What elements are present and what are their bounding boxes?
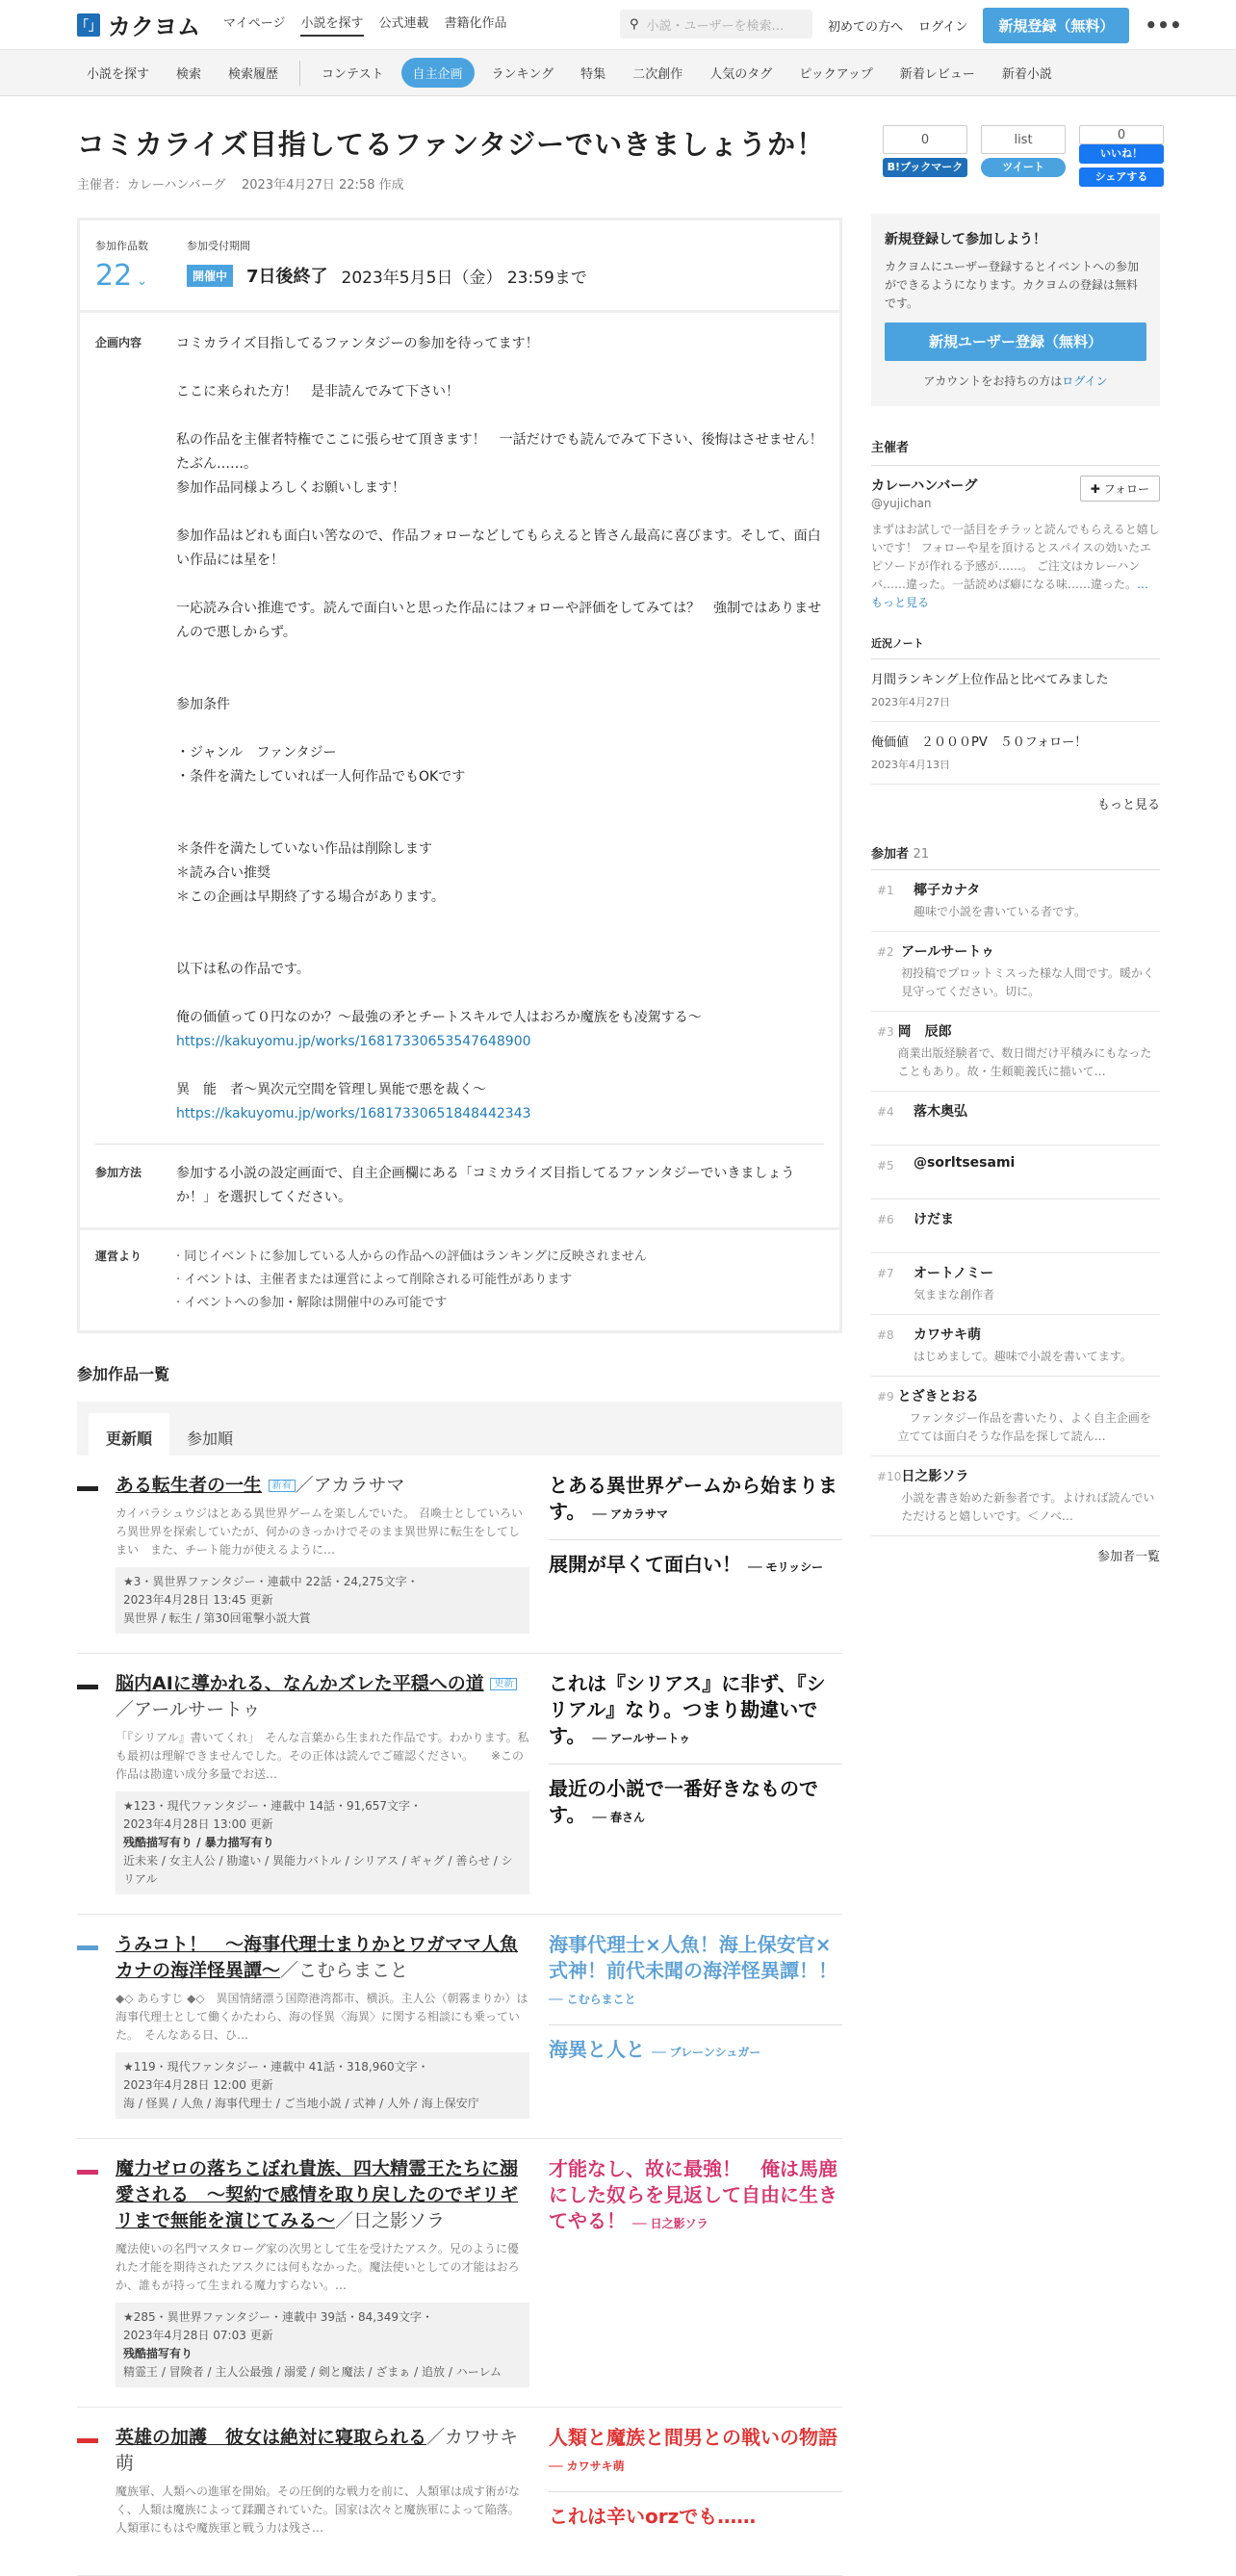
work-item xyxy=(77,2408,842,2576)
count-label: 参加作品数 xyxy=(95,240,148,252)
work-info xyxy=(116,1791,529,1894)
participant-desc: 気ままな創作者 xyxy=(914,1288,995,1301)
description-line xyxy=(176,669,824,693)
review-author: ── 日之影ソラ xyxy=(631,2217,708,2230)
work-info xyxy=(116,2303,529,2387)
deadline-text: 2023年5月5日（金） 23:59まで xyxy=(341,268,587,288)
description-line xyxy=(176,934,824,958)
follow-button[interactable]: ✚ フォロー xyxy=(1080,476,1160,502)
work-reviews xyxy=(549,1473,842,1634)
participant-name[interactable]: けだま xyxy=(914,1212,954,1227)
ops-item: · イベントは、主催者または運営によって削除される可能性があります xyxy=(176,1273,573,1287)
first-time-link[interactable]: 初めての方へ xyxy=(828,19,904,35)
description-line: 私の作品を主催者特権でここに張らせて頂きます！ 一話だけでも読んでみて下さい、後悔はさせません！ たぶん……。 xyxy=(176,432,837,472)
header xyxy=(0,0,1236,50)
work-item xyxy=(77,1654,842,1915)
description-line xyxy=(176,501,824,525)
review-item[interactable]: 才能なし、故に最強！ 俺は馬鹿にした奴らを見返して自由に生きてやる！ ── 日之影ソラ xyxy=(549,2157,837,2232)
description-line: 参加条件 xyxy=(176,697,230,712)
description-line: 以下は私の作品です。 xyxy=(176,962,310,977)
login-link[interactable]: ログイン xyxy=(918,19,968,35)
status-badge: 開催中 xyxy=(187,265,233,287)
participant-desc: はじめまして。趣味で小説を書いてます。 xyxy=(914,1350,1132,1363)
works-tabs xyxy=(77,1402,842,1455)
review-item[interactable]: とある異世界ゲームから始まります。 ── アカラサマ xyxy=(549,1473,842,1540)
method-label: 参加方法 xyxy=(95,1166,142,1179)
description-line: コミカライズ目指してるファンタジーの参加を待ってます！ xyxy=(176,336,539,351)
nav-mypage[interactable]: マイページ xyxy=(223,16,286,31)
description-line: ここに来られた方！ 是非読んでみて下さい！ xyxy=(176,384,459,399)
work-title[interactable]: ある転生者の一生 xyxy=(116,1475,263,1496)
header-nav xyxy=(223,13,507,37)
subnav-fanfic[interactable]: 二次創作 xyxy=(632,67,683,82)
review-author: ── アールサートゥ xyxy=(592,1732,691,1745)
participant-name[interactable]: 椰子カナタ xyxy=(914,883,981,898)
participant-name[interactable]: 落木奥弘 xyxy=(914,1104,967,1120)
work-info-line: 2023年4月28日 07:03 更新 xyxy=(123,2329,273,2342)
content-label: 企画内容 xyxy=(95,336,142,349)
sub-nav xyxy=(0,50,1236,96)
ops-item: · イベントへの参加・解除は開催中のみ可能です xyxy=(176,1296,448,1310)
participant-item[interactable] xyxy=(871,1012,1160,1092)
subnav-new[interactable]: 新着小説 xyxy=(1001,67,1052,82)
participant-desc: 小説を書き始めた新参者です。よければ読んでいただけると嬉しいです。＜ノベ… xyxy=(901,1491,1155,1523)
subnav-reviews[interactable]: 新着レビュー xyxy=(899,67,975,82)
host-block xyxy=(871,465,1160,612)
work-reviews xyxy=(549,1671,842,1894)
subnav-divider xyxy=(299,61,300,86)
review-item[interactable]: 人類と魔族と間男との戦いの物語 ── カワサキ萌 xyxy=(549,2425,842,2492)
work-info-line: 精霊王 / 冒険者 / 主人公最強 / 溺愛 / 剣と魔法 / ざまぁ / 追放 / ハーレム xyxy=(123,2365,502,2379)
work-link-1[interactable]: https://kakuyomu.jp/works/16817330653547648900 xyxy=(176,1034,531,1049)
join-panel xyxy=(871,214,1160,406)
participant-name[interactable]: @sorltsesami xyxy=(914,1155,1016,1171)
work-info-line: ★285・異世界ファンタジー・連載中 39話・84,349文字・ xyxy=(123,2310,434,2324)
chevron-down-icon: ⌄ xyxy=(132,273,148,289)
work-reviews xyxy=(549,1932,842,2119)
fb-count: 0 xyxy=(1079,125,1164,144)
add-user-icon: ✚ xyxy=(1090,482,1100,496)
work-reviews xyxy=(549,2425,842,2556)
header-right xyxy=(828,0,1182,50)
sidebar-login-link[interactable]: ログイン xyxy=(1062,374,1108,388)
search-placeholder: 小説・ユーザーを検索… xyxy=(646,18,785,34)
work-tag-badge: 更新 xyxy=(490,1678,517,1690)
notes-more-link[interactable]: もっと見る xyxy=(1096,798,1160,812)
ops-notice xyxy=(80,1227,839,1330)
nav-official[interactable]: 公式連載 xyxy=(378,16,429,31)
participants-more-link[interactable]: 参加者一覧 xyxy=(1096,1550,1160,1564)
description-line xyxy=(176,356,824,380)
participant-item[interactable] xyxy=(871,932,1160,1012)
work-author[interactable]: ／アカラサマ xyxy=(295,1475,405,1496)
subnav-contest[interactable]: コンテスト xyxy=(322,67,384,82)
description-line xyxy=(176,910,824,934)
event-stats xyxy=(80,220,839,313)
nav-books[interactable]: 書籍化作品 xyxy=(444,16,507,31)
description-line: ＊読み合い推奨 xyxy=(176,865,270,881)
participant-rank: #2 xyxy=(877,945,894,959)
work-summary: カイバラシュウジはとある異世界ゲームを楽しんでいた。 召喚士としていろいろ異世界を探索していたが、何かのきっかけでそのまま異世界に転生をしてしまい また、チート能力が使えるように… xyxy=(116,1507,523,1557)
description-line xyxy=(176,789,824,813)
join-text: カクヨムにユーザー登録するとイベントへの参加ができるようになります。カクヨムの登録は無料です。 xyxy=(885,260,1140,310)
tab-joined[interactable]: 参加順 xyxy=(187,1430,234,1448)
work-summary: 「『シリアル』書いてくれ」 そんな言葉から生まれた作品です。わかります。私も最初は理解できませんでした。その正体は読んでご確認ください。 ※この作品は勘違い成分多量でお送… xyxy=(116,1731,529,1781)
participant-name[interactable]: アールサートゥ xyxy=(901,944,995,960)
sidebar xyxy=(871,96,1160,1574)
participant-rank: #4 xyxy=(877,1105,894,1119)
has-account-text: アカウントをお持ちの方は xyxy=(923,374,1063,388)
participants-heading: 参加者 21 xyxy=(871,847,930,862)
work-summary: ◆◇ あらすじ ◆◇ 異国情緒漂う国際港湾都市、横浜。主人公（朝霧まりか）は海事代理士として働くかたわら、海の怪異〈海異〉に関する相談にも乗っていた。 そんなある日、ひ… xyxy=(116,1992,528,2042)
remain-text: 7日後終了 xyxy=(246,267,328,287)
work-info-line: 2023年4月28日 13:45 更新 xyxy=(123,1593,273,1607)
review-item[interactable]: 最近の小説で一番好きなものです。 ── 春さん xyxy=(549,1777,818,1826)
host-heading: 主催者 xyxy=(871,441,910,455)
review-item[interactable]: これは辛いorzでも…… xyxy=(549,2505,757,2528)
work-info-line: ★3・異世界ファンタジー・連載中 22話・24,275文字・ xyxy=(123,1575,419,1588)
subnav-history[interactable]: 検索履歴 xyxy=(228,67,279,82)
participant-rank: #6 xyxy=(877,1213,894,1226)
participant-item[interactable] xyxy=(871,1146,1160,1199)
work-author[interactable]: ／日之影ソラ xyxy=(335,2210,446,2231)
work-info-line: ★119・現代ファンタジー・連載中 41話・318,960文字・ xyxy=(123,2060,429,2074)
work-info-line: 2023年4月28日 13:00 更新 xyxy=(123,1817,273,1831)
work-title-2: 異 能 者〜異次元空間を管理し異能で悪を裁く〜 xyxy=(176,1082,486,1097)
review-item[interactable]: 展開が早くて面白い！ ── モリッシー xyxy=(549,1553,824,1576)
participant-name[interactable]: オートノミー xyxy=(914,1266,994,1281)
participant-item[interactable] xyxy=(871,1377,1160,1456)
review-item[interactable]: 海事代理士×人魚！海上保安官×式神！前代未聞の海洋怪異譚！！ ── こむらまこと xyxy=(549,1932,842,2025)
participant-name[interactable]: カワサキ萌 xyxy=(914,1327,981,1343)
logo-text: カクヨム xyxy=(108,13,200,40)
participant-item[interactable] xyxy=(871,1253,1160,1315)
work-info-line: 近未来 / 女主人公 / 勘違い / 異能力バトル / シリアス / ギャグ / 善らせ / シリアル xyxy=(123,1854,513,1886)
ops-item: · 同じイベントに参加している人からの作品への評価はランキングに反映されません xyxy=(176,1249,647,1264)
nav-find-novels[interactable]: 小説を探す xyxy=(300,13,363,37)
count-value[interactable] xyxy=(95,259,148,293)
participants-list xyxy=(871,869,1160,1536)
genre-marker xyxy=(77,1945,98,1950)
participant-item[interactable] xyxy=(871,1315,1160,1377)
description-line: 参加作品はどれも面白い筈なので、作品フォローなどしてもらえると皆さん最高に喜びます。そして、面白い作品には星を！ xyxy=(176,528,821,568)
fb-like-button[interactable]: いいね！ xyxy=(1079,144,1164,164)
subnav-search[interactable]: 検索 xyxy=(176,67,202,82)
note-item[interactable]: 月間ランキング上位作品と比べてみました 2023年4月27日 xyxy=(871,659,1160,722)
description-line xyxy=(176,813,824,837)
genre-marker xyxy=(77,2170,98,2175)
subnav-user-events[interactable]: 自主企画 xyxy=(401,58,475,88)
participant-desc: 趣味で小説を書いている者です。 xyxy=(914,905,1087,918)
method-text: 参加する小説の設定画面で、自主企画欄にある「コミカライズ目指してるファンタジーでいきましょうか！」を選択してください。 xyxy=(176,1166,795,1205)
participant-name[interactable]: とざきとおる xyxy=(897,1389,979,1404)
work-info-line: ★123・現代ファンタジー・連載中 14話・91,657文字・ xyxy=(123,1799,423,1813)
work-info-line: 2023年4月28日 12:00 更新 xyxy=(123,2078,273,2092)
work-title[interactable]: 脳内AIに導かれる、なんかズレた平穏への道 xyxy=(116,1673,484,1694)
period-label: 参加受付期間 xyxy=(187,240,250,252)
participant-item[interactable] xyxy=(871,1092,1160,1146)
more-icon[interactable]: ••• xyxy=(1145,13,1182,37)
main-column xyxy=(77,96,842,2576)
genre-marker xyxy=(77,1685,98,1689)
join-method xyxy=(95,1144,824,1227)
work-author[interactable]: ／アールサートゥ xyxy=(116,1699,261,1720)
description-line xyxy=(176,982,824,1006)
note-item[interactable]: 俺価値 ２０００PV ５０フォロー！ 2023年4月13日 xyxy=(871,722,1160,785)
review-item[interactable]: 海異と人と ── ブレーンシュガー xyxy=(549,2038,761,2061)
work-info-line: 異世界 / 転生 / 第30回電撃小説大賞 xyxy=(123,1611,311,1625)
page-title: コミカライズ目指してるファンタジーでいきましょうか！ xyxy=(77,128,826,161)
review-author: ── モリッシー xyxy=(747,1560,824,1574)
subnav-tags[interactable]: 人気のタグ xyxy=(709,67,773,82)
description-line: ・ジャンル ファンタジー xyxy=(176,745,337,760)
work-summary: 魔族軍、人類への進軍を開始。その圧倒的な戦力を前に、人類軍は成す術がなく、人類は魔族によって蹂躙されていた。国家は次々と魔族軍によって陥落。人類軍にもはや魔族軍と戦う力は残さ… xyxy=(116,2485,521,2535)
description-line: 一応読み合い推進です。読んで面白いと思った作品にはフォローや評価をしてみては？ 強制ではありませんので悪しからず。 xyxy=(176,601,822,640)
description-line: 参加作品同様よろしくお願いします！ xyxy=(176,480,405,496)
join-title: 新規登録して参加しよう！ xyxy=(885,232,1046,247)
work-title[interactable]: うみコト！ 〜海事代理士まりかとワガママ人魚カナの海洋怪異譚〜 xyxy=(116,1934,519,1981)
created-date: 2023年4月27日 22:58 作成 xyxy=(241,178,404,193)
work-author[interactable]: ／カワサキ萌 xyxy=(116,2427,519,2474)
participant-rank: #1 xyxy=(877,884,894,897)
work-reviews xyxy=(549,2156,842,2387)
work-title[interactable]: 魔力ゼロの落ちこぼれ貴族、四大精霊王たちに溺愛される 〜契約で感情を取り戻したのでギリギリまで無能を演じてみる〜 xyxy=(116,2158,519,2231)
list-count: list xyxy=(981,125,1066,154)
event-description xyxy=(176,332,837,1030)
review-author: ── 春さん xyxy=(592,1811,646,1824)
work-link-2[interactable]: https://kakuyomu.jp/works/16817330651848442343 xyxy=(176,1106,531,1121)
description-line: ＊この企画は早期終了する場合があります。 xyxy=(176,889,445,905)
host-id: @yujichan xyxy=(871,497,932,510)
logo-mark: 「」 xyxy=(77,13,100,37)
review-author: ── カワサキ萌 xyxy=(549,2460,625,2473)
participant-item[interactable] xyxy=(871,1199,1160,1253)
event-box xyxy=(77,218,842,1333)
subnav-pickup[interactable]: ピックアップ xyxy=(799,67,873,82)
hatena-count: 0 xyxy=(883,125,967,154)
host-more-link[interactable]: …もっと見る xyxy=(871,578,1149,609)
count-block xyxy=(95,238,148,293)
work-info-line: 残酷描写有り / 暴力描写有り xyxy=(123,1836,274,1849)
works-heading: 参加作品一覧 xyxy=(77,1365,170,1383)
participant-rank: #3 xyxy=(877,1025,894,1039)
description-line: 俺の価値って０円なのか？〜最強の矛とチートスキルで人はおろか魔族をも凌駕する〜 xyxy=(176,1010,702,1025)
review-author: ── こむらまこと xyxy=(549,1993,636,2006)
genre-marker xyxy=(77,1486,98,1491)
work-item xyxy=(77,2139,842,2408)
organizer[interactable]: 主催者：カレーハンバーグ xyxy=(77,178,226,193)
host-name[interactable]: カレーハンバーグ xyxy=(871,478,978,494)
work-info-line: 海 / 怪異 / 人魚 / 海事代理士 / ご当地小説 / 式神 / 人外 / 海上保安庁 xyxy=(123,2097,479,2110)
work-info xyxy=(116,1567,529,1634)
event-links xyxy=(176,1030,824,1126)
description-line xyxy=(176,404,824,428)
work-info-line: 残酷描写有り xyxy=(123,2347,193,2360)
participant-rank: #8 xyxy=(877,1328,894,1342)
participant-rank: #7 xyxy=(877,1267,894,1280)
work-author[interactable]: ／こむらまこと xyxy=(280,1960,409,1981)
tab-updated[interactable]: 更新順 xyxy=(89,1413,169,1455)
hatena-button[interactable]: B!ブックマーク xyxy=(883,158,967,177)
event-meta xyxy=(77,174,842,193)
fb-share-button[interactable]: シェアする xyxy=(1079,167,1164,187)
participant-desc: 初投稿でプロットミスった様な人間です。暖かく見守ってください。切に。 xyxy=(901,966,1155,998)
participant-rank: #9 xyxy=(877,1390,894,1404)
register-button[interactable]: 新規登録（無料） xyxy=(983,8,1129,43)
review-item[interactable]: これは『シリアス』に非ず、『シリアル』なり。つまり勘違いです。 ── アールサートゥ xyxy=(549,1671,842,1765)
description-line xyxy=(176,645,824,669)
work-summary: 魔法使いの名門マスタローグ家の次男として生を受けたアスク。兄のように優れた才能を期待されたアスクには何もなかった。魔法使いとしての才能はおろか、誰もが持って生まれる魔力すらない。… xyxy=(116,2242,520,2292)
logo[interactable] xyxy=(77,8,200,41)
tweet-button[interactable]: ツイート xyxy=(981,158,1066,177)
participant-desc: ファンタジー作品を書いたり、よく自主企画を立てては面白そうな作品を探して読ん… xyxy=(897,1411,1151,1443)
host-bio: まずはお試しで一話目をチラッと読んでもらえると嬉しいです！ フォローや星を頂けるとスパイスの効いたエピソードが作れる予感が……。 ご注文はカレーハンバ……違った。一話読めば癖になる味……違った。 xyxy=(871,523,1160,591)
works-list xyxy=(77,1455,842,2576)
participant-item[interactable] xyxy=(871,1456,1160,1536)
review-author: ── アカラサマ xyxy=(592,1507,668,1521)
work-info xyxy=(116,2052,529,2119)
signup-button[interactable]: 新規ユーザー登録（無料） xyxy=(885,322,1146,361)
description-line: ・条件を満たしていれば一人何作品でもOKです xyxy=(176,769,466,785)
participant-rank: #5 xyxy=(877,1159,894,1172)
period-block xyxy=(187,238,587,288)
work-item xyxy=(77,1915,842,2139)
work-item xyxy=(77,1455,842,1654)
subnav-feature[interactable]: 特集 xyxy=(580,67,606,82)
count-number: 22 xyxy=(95,259,133,293)
ops-label: 運営より xyxy=(95,1249,142,1263)
participant-item[interactable] xyxy=(871,870,1160,932)
description-line xyxy=(176,717,824,741)
description-line: ＊条件を満たしていない作品は削除します xyxy=(176,841,432,857)
work-tag-badge: 新着 xyxy=(269,1480,296,1492)
work-title[interactable]: 英雄の加護 彼女は絶対に寝取られる xyxy=(116,2427,427,2448)
participant-desc: 商業出版経験者で、数日間だけ平積みにもなったこともあり。故・生頼範義氏に描いて… xyxy=(897,1046,1152,1078)
participant-name[interactable]: 日之影ソラ xyxy=(901,1469,969,1484)
subnav-find[interactable]: 小説を探す xyxy=(87,67,150,82)
participant-name[interactable]: 岡 辰郎 xyxy=(897,1024,952,1040)
notes-list xyxy=(871,658,1160,822)
description-line xyxy=(176,573,824,597)
subnav-ranking[interactable]: ランキング xyxy=(491,67,554,82)
participant-rank: #10 xyxy=(877,1470,902,1483)
notes-heading: 近況ノート xyxy=(871,637,924,650)
review-author: ── ブレーンシュガー xyxy=(651,2046,761,2059)
genre-marker xyxy=(77,2438,98,2443)
event-content xyxy=(80,313,839,1144)
search-icon: ⚲ xyxy=(630,16,639,32)
search-input[interactable] xyxy=(620,10,812,39)
